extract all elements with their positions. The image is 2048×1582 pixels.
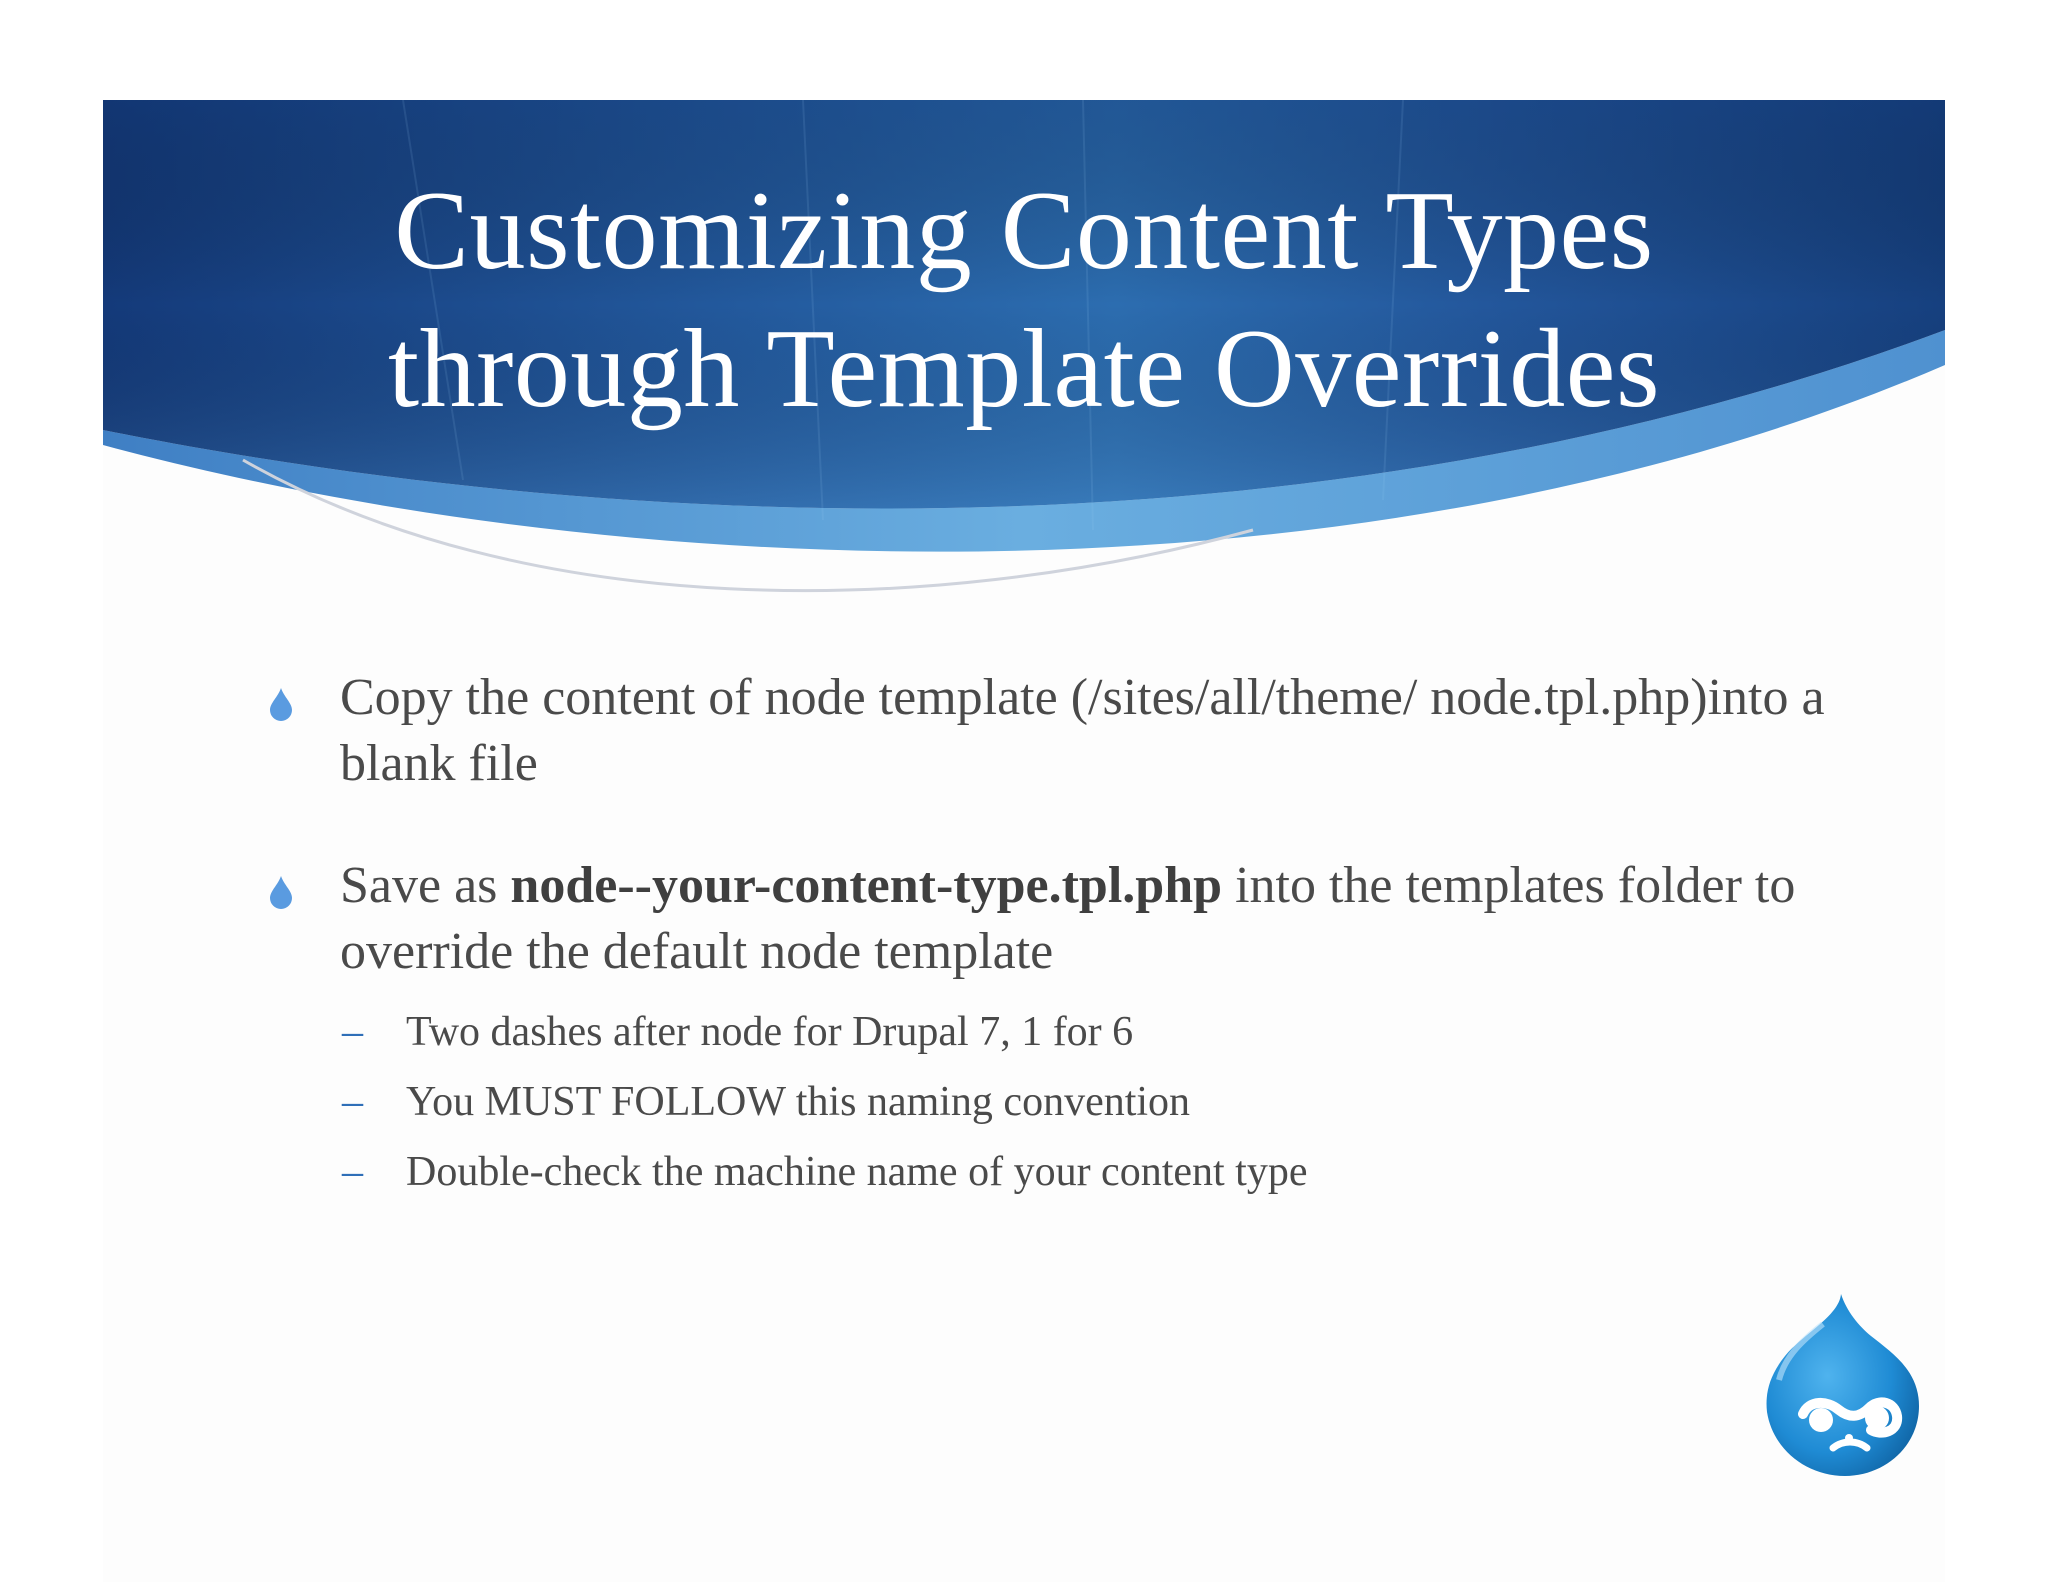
sub-bullet-item [340,1137,1828,1207]
sub-bullet-text: Two dashes after node for Drupal 7, 1 for 6 [406,1009,1134,1055]
title-line-2: through Template Overrides [387,307,1661,431]
bullet-item [268,665,1828,797]
sub-bullet-text: You MUST FOLLOW this naming convention [406,1079,1191,1125]
sub-bullet-item [340,1067,1828,1137]
water-drop-icon [268,875,294,909]
dash-marker: – [342,1149,363,1195]
drupal-drop-logo [1763,1290,1923,1480]
sub-bullet-item [340,997,1828,1067]
slide [103,100,1945,1582]
slide-title [103,162,1945,438]
sub-bullet-text: Double-check the machine name of your content type [406,1149,1308,1195]
water-drop-icon [268,687,294,721]
bullet-prefix: Save as [340,857,511,914]
bullet-suffix: into the templates folder to override the default node template [340,857,1796,980]
dash-marker: – [342,1009,363,1055]
bullet-item [268,853,1828,1207]
bullet-list [268,665,1828,1263]
dash-marker: – [342,1079,363,1125]
bullet-text: Copy the content of node template (/sites/all/theme/ node.tpl.php)into a blank file [340,669,1825,792]
filename-bold: node--your-content-type.tpl.php [510,857,1223,914]
sub-bullet-list [340,997,1828,1207]
title-line-1: Customizing Content Types [394,169,1654,293]
